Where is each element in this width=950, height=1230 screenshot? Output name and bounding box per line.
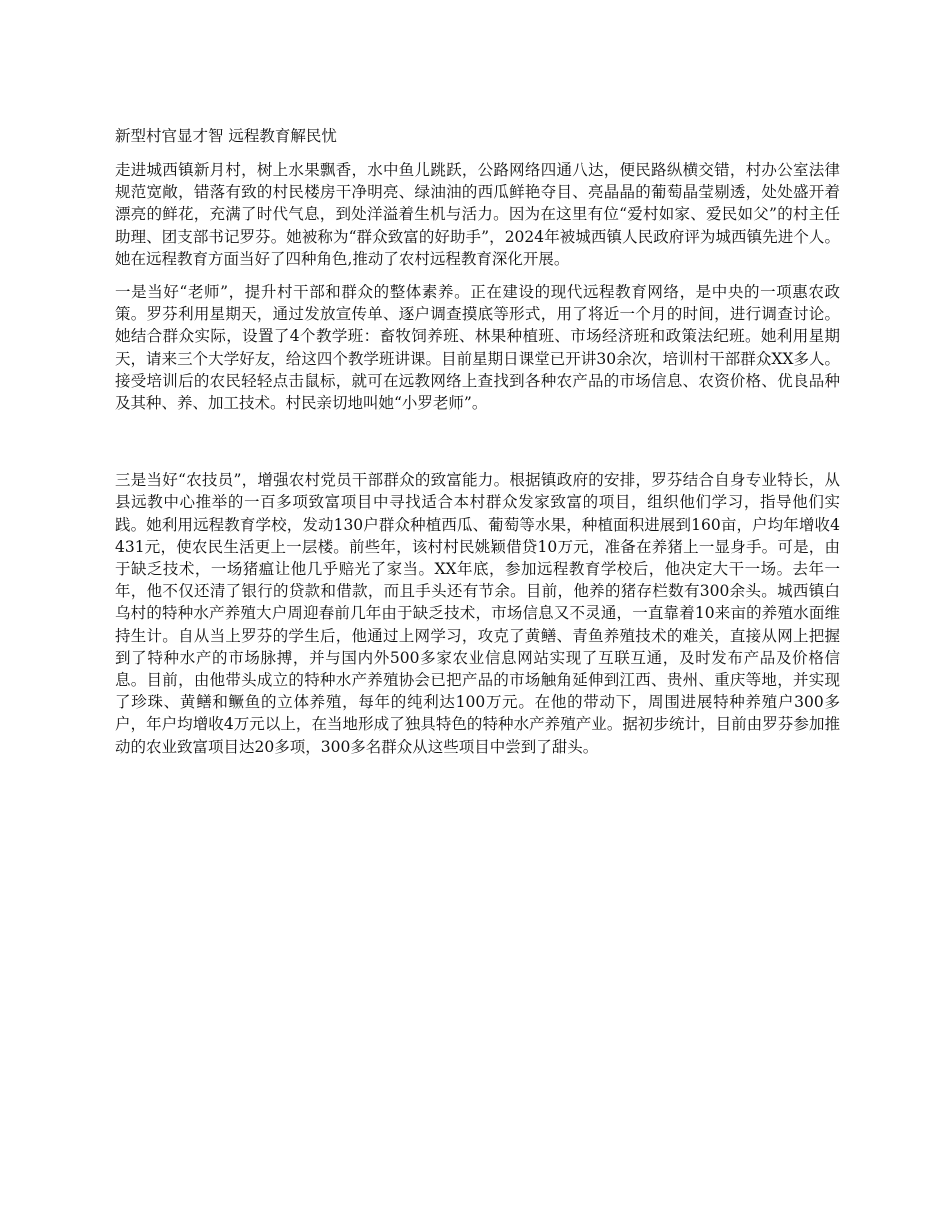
- paragraph-teacher-role: 一是当好“老师”，提升村干部和群众的整体素养。正在建设的现代远程教育网络，是中央的一项惠农政策。罗芬利用星期天，通过发放宣传单、逐户调查摸底等形式，用了将近一个月的时间，进行调查讨论。她结合群众实际，设置了4个教学班：畜牧饲养班、林果种植班、市场经济班和政策法纪班。她利用星期天，请来三个大学好友，给这四个教学班讲课。目前星期日课堂已开讲30余次，培训村干部群众XX多人。接受培训后的农民轻轻点击鼠标，就可在远教网络上查找到各种农产品的市场信息、农资价格、优良品种及其种、养、加工技术。村民亲切地叫她“小罗老师”。: [115, 283, 840, 413]
- paragraph-technician-role: 三是当好“农技员”，增强农村党员干部群众的致富能力。根据镇政府的安排，罗芬结合自身专业特长，从县远教中心推举的一百多项致富项目中寻找适合本村群众发家致富的项目，组织他们学习，指导他们实践。她利用远程教育学校，发动130户群众种植西瓜、葡萄等水果，种植面积进展到160亩，户均年增收4431元，使农民生活更上一层楼。前些年，该村村民姚颖借贷10万元，准备在养猪上一显身手。可是，由于缺乏技术，一场猪瘟让他几乎赔光了家当。XX年底，参加远程教育学校后，他决定大干一场。去年一年，他不仅还清了银行的贷款和借款，而且手头还有节余。目前，他养的猪存栏数有300余头。城西镇白乌村的特种水产养殖大户周迎春前几年由于缺乏技术，市场信息又不灵通，一直靠着10来亩的养殖水面维持生计。自从当上罗芬的学生后，他通过上网学习，攻克了黄鳝、青鱼养殖技术的难关，直接从网上把握到了特种水产的市场脉搏，并与国内外500多家农业信息网站实现了互联互通，及时发布产品及价格信息。目前，由他带头成立的特种水产养殖协会已把产品的市场触角延伸到江西、贵州、重庆等地，并实现了珍珠、黄鳝和鳜鱼的立体养殖，每年的纯利达100万元。在他的带动下，周围进展特种养殖户300多户，年户均增收4万元以上，在当地形成了独具特色的特种水产养殖产业。据初步统计，目前由罗芬参加推动的农业致富项目达20多项，300多名群众从这些项目中尝到了甜头。: [115, 471, 840, 756]
- paragraph-intro: 走进城西镇新月村，树上水果飘香，水中鱼儿跳跃，公路网络四通八达，便民路纵横交错，村办公室法律规范宽敞，错落有致的村民楼房干净明亮、绿油油的西瓜鲜艳夺目、亮晶晶的葡萄晶莹剔透，处处盛开着漂亮的鲜花，充满了时代气息，到处洋溢着生机与活力。因为在这里有位“爱村如家、爱民如父”的村主任助理、团支部书记罗芬。她被称为“群众致富的好助手”，2024年被城西镇人民政府评为城西镇先进个人。她在远程教育方面当好了四种角色,推动了农村远程教育深化开展。: [115, 161, 840, 268]
- document-title: 新型村官显才智 远程教育解民忧: [115, 127, 337, 145]
- document-body: [115, 125, 840, 769]
- blank-gap: [115, 425, 840, 469]
